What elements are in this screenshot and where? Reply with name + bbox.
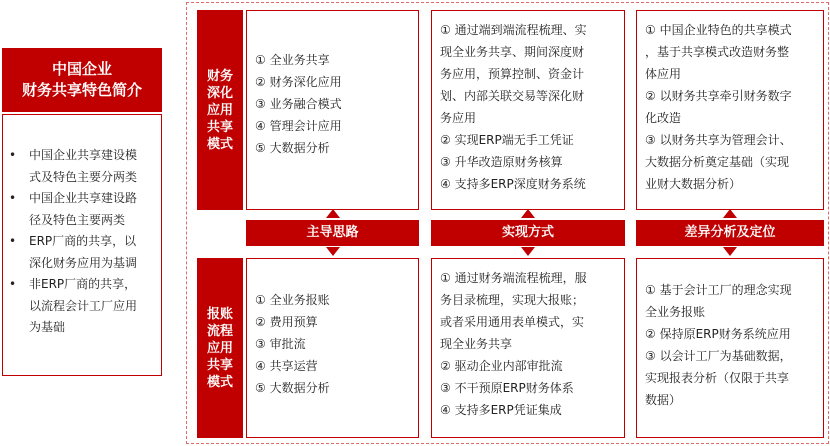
list-item: 实现报表分析（仅限于共享: [645, 371, 790, 385]
list-item: ③ 升华改造原财务核算: [440, 155, 563, 169]
intro-bullet-line: 非ERP厂商的共享，: [29, 277, 137, 291]
intro-bullets: [2, 114, 162, 376]
top-box-col1: [246, 10, 419, 210]
list-item: ④ 管理会计应用: [255, 119, 342, 133]
top-row-label: [197, 10, 243, 210]
bullet-marker: •: [9, 191, 17, 205]
arrow-up-col2: [521, 209, 535, 218]
list-item: ③ 审批流: [255, 337, 306, 351]
arrow-down-col1: [326, 247, 340, 256]
list-item: ，基于共享模式改造财务整: [645, 45, 790, 59]
intro-bullet-line: ERP厂商的共享，以: [29, 234, 137, 248]
list-item: 化改造: [645, 111, 682, 125]
list-item: 数据）: [645, 393, 682, 407]
list-item: 务应用: [440, 111, 477, 125]
list-item: ③ 不干预原ERP财务体系: [440, 381, 574, 395]
bottom-row-label-text: 报账流程应用共享模式: [206, 306, 233, 390]
list-item: 体应用: [645, 67, 682, 81]
intro-bullet: [9, 188, 153, 231]
intro-bullet-line: 深化财务应用为基调: [29, 255, 138, 270]
intro-bullet-line: 以流程会计工厂应用: [29, 298, 138, 313]
top-box-col3: [636, 10, 824, 210]
list-item: ⑤ 大数据分析: [255, 141, 330, 155]
band-col2: 实现方式: [431, 220, 625, 246]
list-item: ③ 业务融合模式: [255, 97, 342, 111]
list-item: 或者采用通用表单模式，实: [440, 315, 585, 329]
intro-bullet-line: 式及特色主要分两类: [29, 169, 138, 184]
bullet-marker: •: [9, 277, 17, 291]
bottom-box-col1: [246, 258, 419, 438]
list-item: 划、内部关联交易等深化财: [440, 89, 585, 103]
list-item: ③ 以财务共享为管理会计、: [645, 133, 792, 147]
list-item: ① 通过财务端流程梳理，服: [440, 271, 587, 285]
list-item: ① 中国企业特色的共享模式: [645, 23, 792, 37]
intro-title-line2: 财务共享特色简介: [21, 81, 142, 99]
intro-bullet: [9, 274, 153, 339]
list-item: ④ 支持多ERP凭证集成: [440, 403, 562, 417]
list-item: 务目录梳理，实现大报账；: [440, 293, 585, 307]
bullet-marker: •: [9, 148, 17, 162]
list-item: 现全业务共享、期间深度财: [440, 45, 585, 59]
list-item: ③ 以会计工厂为基础数据，: [645, 349, 792, 363]
intro-bullet-line: 为基础: [29, 320, 66, 334]
list-item: ② 费用预算: [255, 315, 318, 329]
arrow-up-col3: [723, 209, 737, 218]
intro-bullet: [9, 145, 153, 188]
list-item: 大数据分析奠定基础（实现: [645, 155, 790, 169]
intro-bullet-line: 中国企业共享建设路: [29, 191, 138, 205]
list-item: ② 财务深化应用: [255, 75, 342, 89]
list-item: 现全业务共享: [440, 337, 513, 351]
list-item: 全业务报账: [645, 305, 706, 319]
intro-bullet: [9, 231, 153, 274]
list-item: ① 通过端到端流程梳理、实: [440, 23, 587, 37]
list-item: ④ 支持多ERP深度财务系统: [440, 177, 586, 191]
arrow-down-col3: [723, 247, 737, 256]
bottom-box-col2: [431, 258, 625, 438]
band-col1: 主导思路: [246, 220, 419, 246]
list-item: ② 实现ERP端无手工凭证: [440, 133, 574, 147]
bottom-row-label: [197, 258, 243, 438]
top-box-col2: [431, 10, 625, 210]
list-item: ④ 共享运营: [255, 359, 318, 373]
list-item: ② 以财务共享牵引财务数字: [645, 89, 792, 103]
bullet-marker: •: [9, 234, 17, 248]
intro-title-line1: 中国企业: [51, 60, 112, 78]
list-item: ⑤ 大数据分析: [255, 381, 330, 395]
intro-title: [2, 48, 162, 112]
list-item: ① 基于会计工厂的理念实现: [645, 283, 792, 297]
bottom-box-col3: [636, 258, 824, 438]
list-item: 业财大数据分析）: [645, 177, 742, 191]
list-item: ① 全业务报账: [255, 293, 330, 307]
intro-bullet-line: 径及特色主要两类: [29, 212, 126, 227]
intro-bullet-line: 中国企业共享建设模: [29, 148, 138, 162]
list-item: ② 驱动企业内部审批流: [440, 359, 563, 373]
top-row-label-text: 财务深化应用共享模式: [206, 68, 233, 152]
list-item: ① 全业务共享: [255, 53, 330, 67]
arrow-up-col1: [326, 209, 340, 218]
arrow-down-col2: [521, 247, 535, 256]
list-item: ② 保持原ERP财务系统应用: [645, 327, 791, 341]
band-col3: 差异分析及定位: [636, 220, 824, 246]
list-item: 务应用，预算控制、资金计: [440, 67, 585, 81]
